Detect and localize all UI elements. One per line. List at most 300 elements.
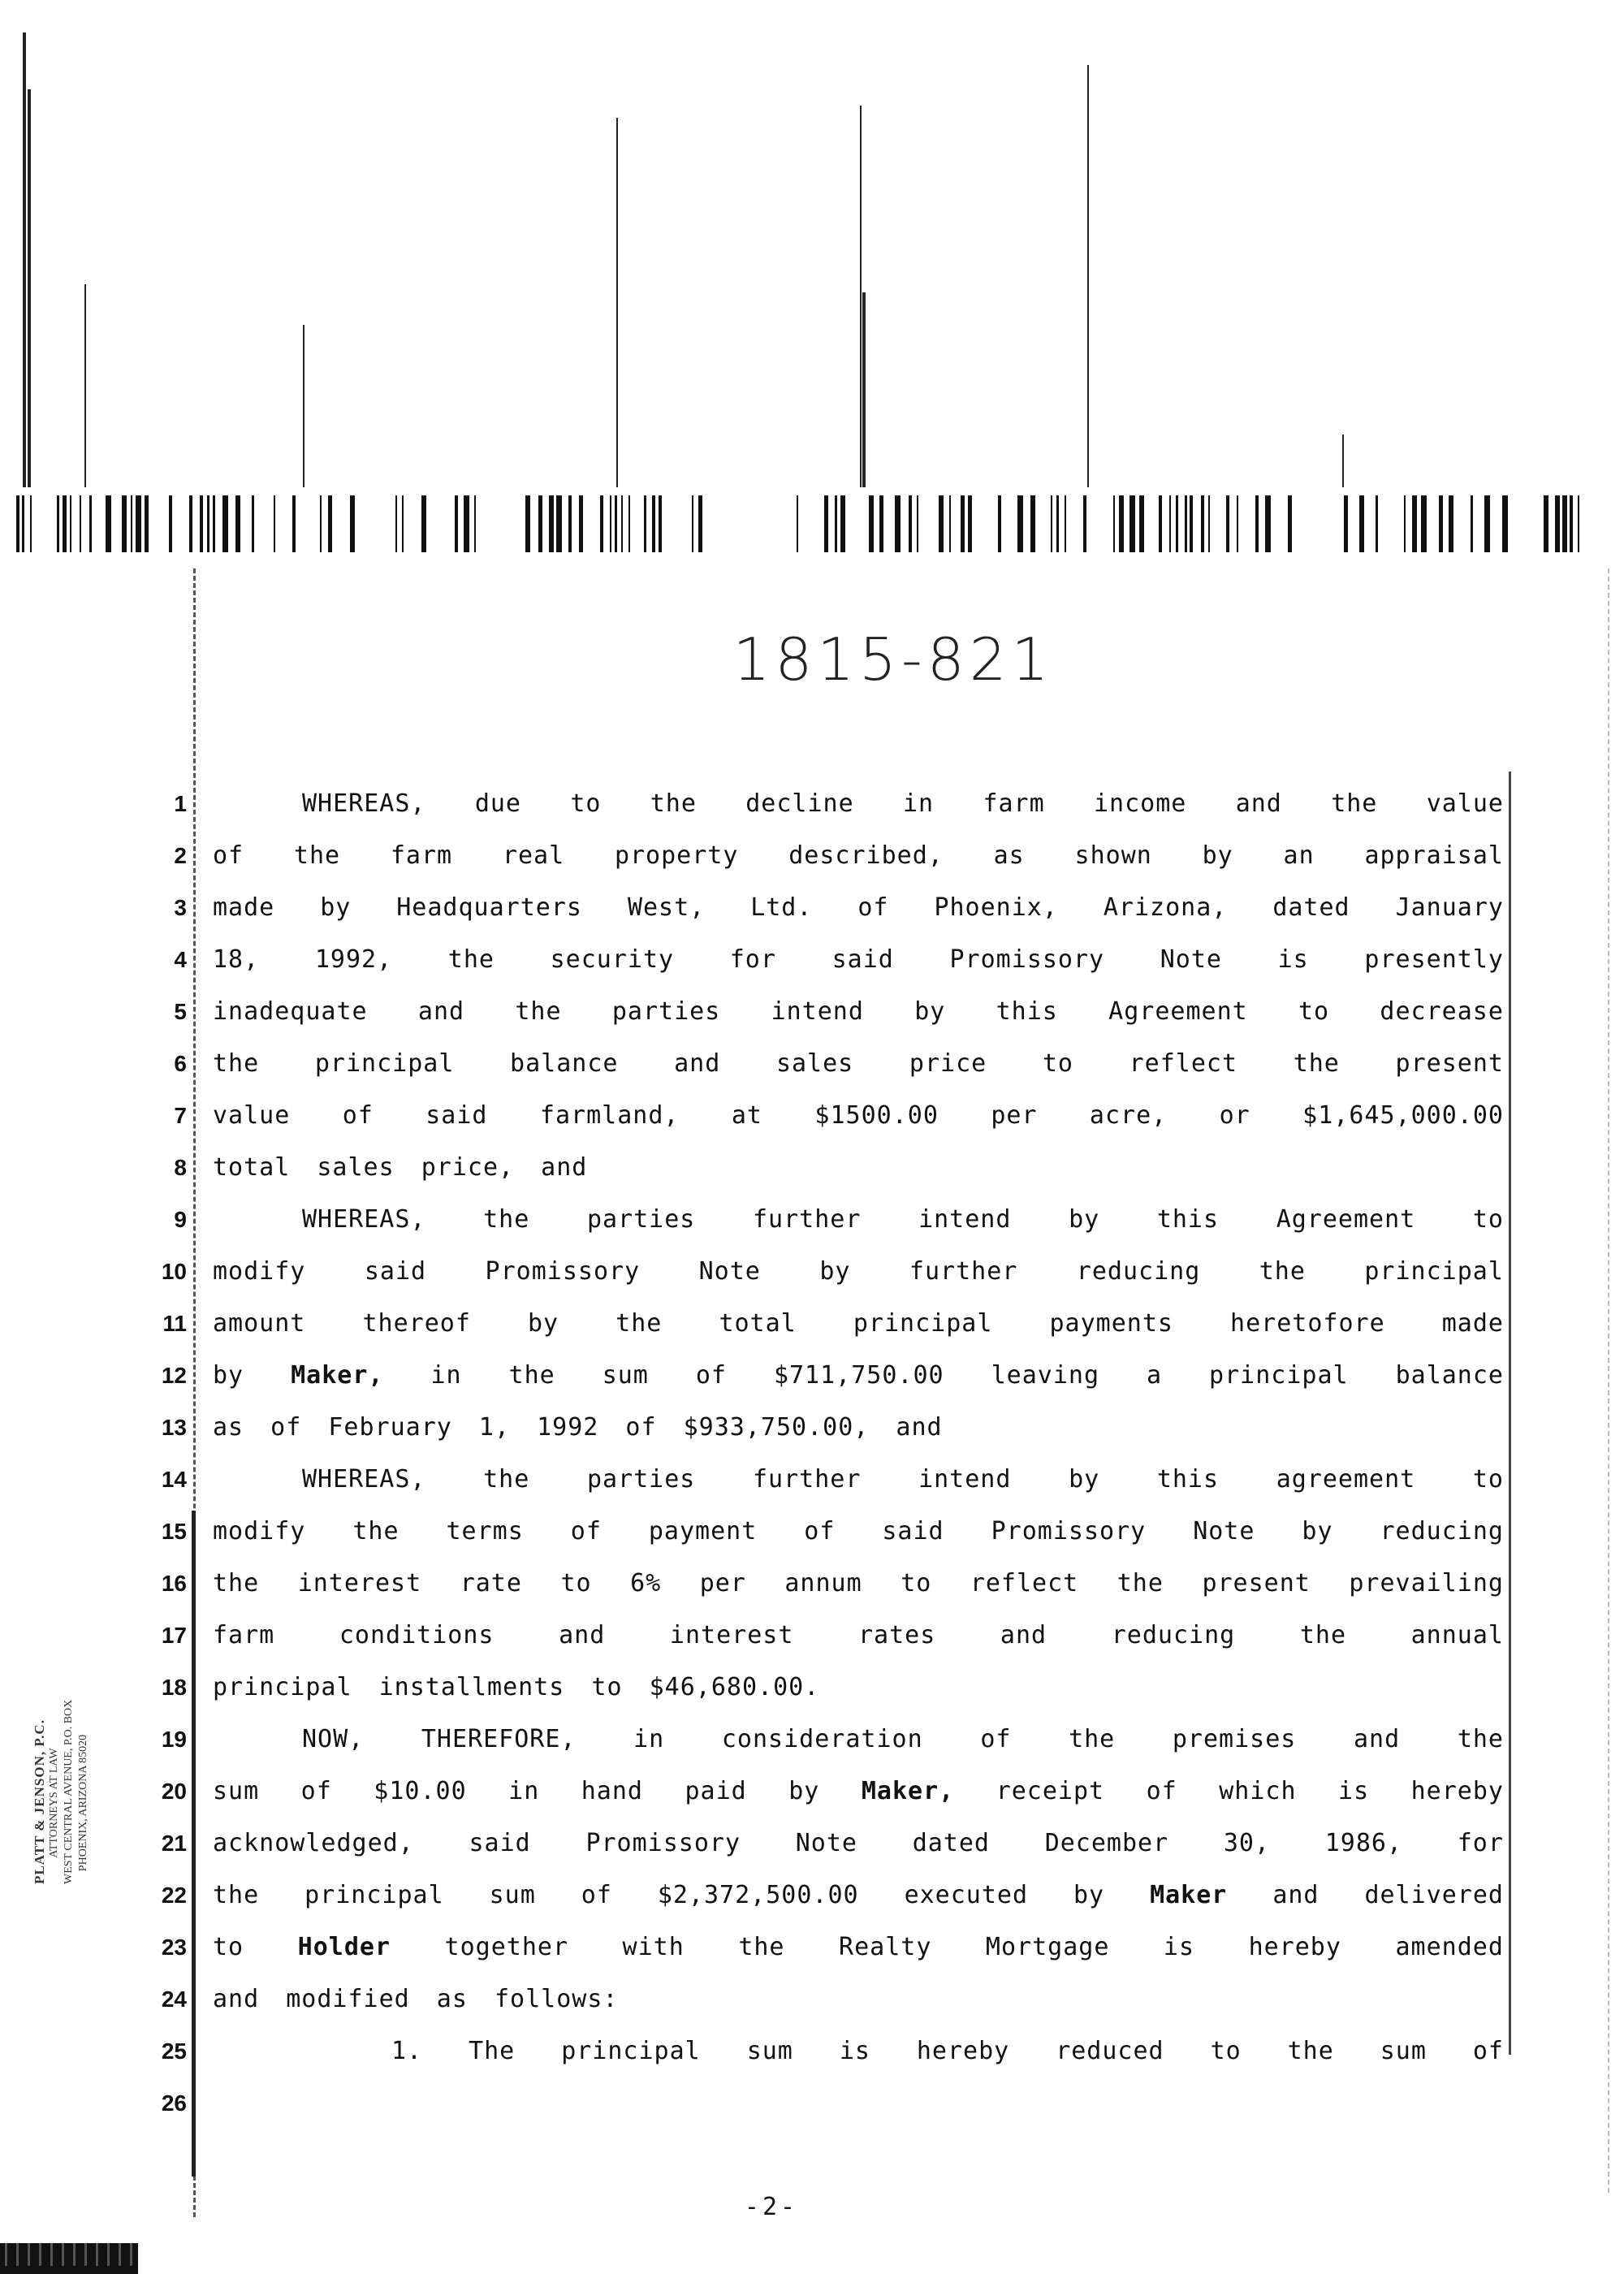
- word: sum: [1380, 2037, 1427, 2065]
- word: to: [1210, 2037, 1242, 2065]
- word: prevailing: [1349, 1569, 1504, 1597]
- law-firm-block: [32, 1699, 91, 1884]
- word: for: [1457, 1829, 1504, 1857]
- word: Maker,: [861, 1777, 955, 1805]
- word: value: [1426, 789, 1504, 818]
- word: principal: [561, 2037, 701, 2065]
- word: leaving: [991, 1361, 1100, 1390]
- word: to: [570, 789, 602, 818]
- firm-line-2: WEST CENTRAL AVENUE, P.O. BOX: [63, 1699, 75, 1884]
- barcode-bar: [131, 495, 132, 552]
- line-number: 1: [174, 791, 187, 816]
- word: and: [1272, 1881, 1320, 1909]
- word: principal: [304, 1881, 444, 1909]
- text-line: [213, 1922, 1504, 1974]
- word: Promissory: [949, 945, 1105, 974]
- word: the: [650, 789, 697, 818]
- word: made: [213, 893, 275, 922]
- barcode-bar: [63, 495, 67, 552]
- barcode-bar: [106, 495, 111, 552]
- word: decline: [745, 789, 854, 818]
- word: Ltd.: [750, 893, 813, 922]
- firm-line-3: PHOENIX, ARIZONA 85020: [77, 1734, 89, 1872]
- word: payments: [1049, 1309, 1173, 1338]
- left-margin-rule-solid: [192, 1511, 196, 2177]
- barcode-bar: [235, 495, 240, 552]
- word: to: [560, 1569, 592, 1597]
- word: acre,: [1089, 1101, 1168, 1130]
- word: presently: [1364, 945, 1504, 974]
- word: further: [909, 1257, 1018, 1286]
- word: Note: [1160, 945, 1222, 974]
- barcode-bar: [200, 495, 203, 552]
- word: Holder: [297, 1933, 391, 1961]
- line-number: 21: [161, 1831, 187, 1856]
- word: hereby: [1248, 1933, 1341, 1961]
- word: which: [1219, 1777, 1297, 1805]
- line-number: 7: [174, 1103, 187, 1128]
- word: modify: [213, 1257, 306, 1286]
- word: consideration: [721, 1725, 923, 1753]
- word: West,: [627, 893, 706, 922]
- barcode-bar: [464, 495, 469, 552]
- barcode-bar: [1471, 495, 1473, 552]
- word: and: [1000, 1621, 1047, 1649]
- word: reflect: [1129, 1049, 1238, 1078]
- line-number: 13: [161, 1415, 187, 1440]
- barcode-bar: [57, 495, 59, 552]
- word: and: [1354, 1725, 1401, 1753]
- text-line: [213, 2025, 1504, 2077]
- word: hereby: [916, 2037, 1010, 2065]
- word: Maker,: [291, 1361, 384, 1390]
- word: to: [1472, 1465, 1504, 1494]
- page-number: -2-: [744, 2193, 799, 2221]
- word: a: [1147, 1361, 1163, 1390]
- word: WHEREAS,: [302, 1465, 426, 1494]
- barcode-bar: [1265, 495, 1271, 552]
- barcode-bar: [1185, 495, 1187, 552]
- word: parties: [611, 997, 721, 1026]
- record-number: 1815-821: [732, 625, 1054, 694]
- barcode-bar: [895, 495, 901, 552]
- word: security: [550, 945, 675, 974]
- barcode-bar: [939, 495, 944, 552]
- word: payment: [648, 1517, 758, 1546]
- line-number: 9: [174, 1207, 187, 1232]
- word: Note: [1193, 1517, 1255, 1546]
- word: the: [1299, 1621, 1347, 1649]
- barcode-bar: [628, 495, 630, 552]
- barcode-bar: [1439, 495, 1443, 552]
- barcode-bar: [1562, 495, 1567, 552]
- word: farm: [390, 841, 453, 870]
- barcode-bar: [1176, 495, 1178, 552]
- barcode-bar: [136, 495, 141, 552]
- barcode-bar: [274, 495, 275, 552]
- text-line: [213, 778, 1504, 830]
- word: WHEREAS,: [302, 1205, 426, 1234]
- text-line: [213, 1558, 1504, 1610]
- barcode-bar: [1404, 495, 1406, 552]
- barcode-bar: [1190, 495, 1193, 552]
- line-number: 26: [161, 2090, 187, 2116]
- barcode-bar: [70, 495, 71, 552]
- word: annum: [784, 1569, 862, 1597]
- word: total: [719, 1309, 797, 1338]
- word: by: [1069, 1205, 1100, 1234]
- barcode-bar: [169, 495, 172, 552]
- word: due: [474, 789, 521, 818]
- barcode-bar: [1578, 495, 1579, 552]
- barcode-bar: [949, 495, 951, 552]
- word: said: [469, 1829, 531, 1857]
- barcode-bar: [213, 495, 215, 552]
- word: paid: [685, 1777, 747, 1805]
- word: the: [213, 1881, 260, 1909]
- text-line: [213, 1142, 1504, 1194]
- word: Headquarters: [396, 893, 582, 922]
- word: farm: [983, 789, 1045, 818]
- word: principal: [1364, 1257, 1504, 1286]
- word: principal: [853, 1309, 993, 1338]
- word: as of February 1, 1992 of $933,750.00, and: [213, 1413, 943, 1442]
- word: shown: [1074, 841, 1152, 870]
- line-number-column: [138, 778, 187, 2129]
- word: Promissory: [485, 1257, 641, 1286]
- word: for: [729, 945, 776, 974]
- line-number: 14: [161, 1467, 187, 1492]
- word: the: [1287, 2037, 1334, 2065]
- barcode-bar: [1412, 495, 1417, 552]
- word: together: [444, 1933, 569, 1961]
- barcode-bar: [1159, 495, 1162, 552]
- barcode-bar: [1129, 495, 1135, 552]
- barcode-bar: [824, 495, 828, 552]
- word: said: [425, 1101, 488, 1130]
- barcode-bar: [549, 495, 554, 552]
- word: reduced: [1056, 2037, 1164, 2065]
- firm-name: PLATT & JENSON, P.C.: [32, 1719, 47, 1884]
- barcode-bar: [22, 495, 24, 552]
- word: appraisal: [1364, 841, 1504, 870]
- word: Maker: [1150, 1881, 1228, 1909]
- word: decrease: [1380, 997, 1504, 1026]
- barcode-bar: [1255, 495, 1259, 552]
- barcode-bar: [1051, 495, 1052, 552]
- text-line: [213, 1870, 1504, 1922]
- line-number: 23: [161, 1935, 187, 1960]
- word: by: [320, 893, 352, 922]
- word: Realty: [839, 1933, 932, 1961]
- barcode-bar: [1449, 495, 1453, 552]
- barcode-bar: [1119, 495, 1124, 552]
- outer-margin-rule: [1608, 568, 1609, 2193]
- word: further: [753, 1465, 862, 1494]
- barcode-bar: [1344, 495, 1348, 552]
- word: $711,750.00: [773, 1361, 944, 1390]
- word: of: [857, 893, 889, 922]
- word: rate: [460, 1569, 522, 1597]
- word: Phoenix,: [934, 893, 1058, 922]
- barcode-bar: [455, 495, 458, 552]
- word: reflect: [970, 1569, 1079, 1597]
- word: by: [788, 1777, 820, 1805]
- word: the: [1331, 789, 1378, 818]
- word: acknowledged,: [213, 1829, 414, 1857]
- barcode-bar: [1169, 495, 1171, 552]
- barcode-bar: [1226, 495, 1229, 552]
- barcode-bar: [1359, 495, 1364, 552]
- word: of: [695, 1361, 727, 1390]
- word: intend: [918, 1205, 1012, 1234]
- word: is: [1277, 945, 1309, 974]
- barcode-bar: [1030, 495, 1035, 552]
- barcode-bar: [538, 495, 542, 552]
- word: January: [1395, 893, 1504, 922]
- word: the: [738, 1933, 785, 1961]
- barcode-bar: [1376, 495, 1378, 552]
- word: sum: [213, 1777, 260, 1805]
- text-line: [213, 2077, 1504, 2129]
- line-number: 4: [174, 947, 187, 972]
- word: rates: [858, 1621, 936, 1649]
- word: the: [508, 1361, 555, 1390]
- word: WHEREAS,: [302, 789, 426, 818]
- word: is: [1163, 1933, 1195, 1961]
- word: the: [1457, 1725, 1504, 1753]
- line-number: 6: [174, 1051, 187, 1076]
- barcode-bar: [621, 495, 623, 552]
- text-line: [213, 1974, 1504, 2025]
- barcode-bar: [917, 495, 918, 552]
- word: intend: [771, 997, 864, 1026]
- barcode-bar: [1065, 495, 1066, 552]
- barcode-bar: [568, 495, 572, 552]
- word: $10.00: [374, 1777, 467, 1805]
- word: real: [502, 841, 565, 870]
- word: of: [570, 1517, 602, 1546]
- word: said: [882, 1517, 944, 1546]
- word: the: [1259, 1257, 1306, 1286]
- word: in: [633, 1725, 665, 1753]
- line-number: 18: [161, 1675, 187, 1700]
- barcode-bar: [1421, 495, 1427, 552]
- word: dated: [912, 1829, 990, 1857]
- scan-artifact: [0, 2243, 138, 2266]
- word: sum: [602, 1361, 649, 1390]
- word: The: [469, 2037, 516, 2065]
- barcode-bar: [1288, 495, 1292, 552]
- barcode-bar: [525, 495, 530, 552]
- word: conditions: [339, 1621, 495, 1649]
- word: of: [581, 1881, 612, 1909]
- word: total sales price, and: [213, 1153, 588, 1182]
- word: hand: [581, 1777, 643, 1805]
- line-number: 15: [161, 1519, 187, 1544]
- firm-line-1: ATTORNEYS AT LAW: [48, 1748, 60, 1858]
- word: $1,645,000.00: [1302, 1101, 1504, 1130]
- barcode-bar: [1113, 495, 1115, 552]
- word: sum: [746, 2037, 793, 2065]
- word: thereof: [362, 1309, 471, 1338]
- barcode-bar: [659, 495, 662, 552]
- barcode-bar: [189, 495, 192, 552]
- barcode-bar: [909, 495, 912, 552]
- word: 6%: [630, 1569, 662, 1597]
- barcode-bar: [252, 495, 254, 552]
- word: in: [430, 1361, 462, 1390]
- barcode-bar: [600, 495, 603, 552]
- text-line: [213, 1454, 1504, 1506]
- word: executed: [904, 1881, 1029, 1909]
- line-number: 25: [161, 2038, 187, 2064]
- word: the: [1116, 1569, 1164, 1597]
- word: parties: [586, 1465, 696, 1494]
- word: sales: [775, 1049, 854, 1078]
- barcode-bar: [961, 495, 965, 552]
- word: as: [993, 841, 1025, 870]
- word: Promissory: [991, 1517, 1147, 1546]
- word: and: [417, 997, 465, 1026]
- text-line: [213, 1610, 1504, 1662]
- barcode-bar: [879, 495, 883, 552]
- barcode-bar: [1208, 495, 1210, 552]
- word: of: [1472, 2037, 1504, 2065]
- word: property: [614, 841, 739, 870]
- barcode-bar: [610, 495, 611, 552]
- line-number: 11: [162, 1311, 187, 1336]
- line-number: 24: [161, 1987, 187, 2012]
- word: and: [559, 1621, 606, 1649]
- text-line: [213, 1194, 1504, 1246]
- word: Mortgage: [985, 1933, 1110, 1961]
- word: income: [1094, 789, 1187, 818]
- word: dated: [1272, 893, 1350, 922]
- word: of: [213, 841, 244, 870]
- barcode-bar: [835, 495, 837, 552]
- scan-artifact-base: [0, 2266, 138, 2274]
- word: interest: [297, 1569, 422, 1597]
- word: intend: [918, 1465, 1012, 1494]
- line-number: 5: [174, 999, 187, 1024]
- word: terms: [446, 1517, 524, 1546]
- barcode-bar: [1083, 495, 1086, 552]
- line-number: 17: [161, 1623, 187, 1648]
- word: the: [483, 1465, 530, 1494]
- word: farmland,: [539, 1101, 680, 1130]
- word: 1992,: [314, 945, 393, 974]
- right-margin-rule: [1509, 772, 1511, 2055]
- word: parties: [586, 1205, 696, 1234]
- word: by: [819, 1257, 851, 1286]
- barcode-bar: [692, 495, 693, 552]
- word: present: [1202, 1569, 1311, 1597]
- word: inadequate: [213, 997, 368, 1026]
- word: principal: [1209, 1361, 1349, 1390]
- word: principal: [314, 1049, 455, 1078]
- word: the: [213, 1049, 260, 1078]
- line-number: 16: [161, 1571, 187, 1596]
- word: by: [914, 997, 946, 1026]
- barcode-bar: [840, 495, 845, 552]
- word: per: [699, 1569, 746, 1597]
- text-line: [213, 934, 1504, 986]
- word: in: [903, 789, 935, 818]
- word: by: [1073, 1881, 1105, 1909]
- word: heretofore: [1230, 1309, 1385, 1338]
- text-line: [213, 1662, 1504, 1714]
- word: of: [1146, 1777, 1177, 1805]
- word: amended: [1395, 1933, 1504, 1961]
- word: sum: [489, 1881, 536, 1909]
- barcode-bar: [89, 495, 92, 552]
- word: receipt: [996, 1777, 1105, 1805]
- text-line: [213, 1766, 1504, 1818]
- word: the: [447, 945, 495, 974]
- word: by: [1069, 1465, 1100, 1494]
- word: the: [1069, 1725, 1116, 1753]
- word: this: [996, 997, 1058, 1026]
- barcode-bar: [615, 495, 617, 552]
- barcode-bar: [402, 495, 404, 552]
- line-number: 3: [174, 895, 187, 920]
- word: principal installments to $46,680.00.: [213, 1673, 820, 1701]
- barcode-bar: [145, 495, 149, 552]
- barcode-bar: [1570, 495, 1573, 552]
- word: 18,: [213, 945, 260, 974]
- word: 1986,: [1324, 1829, 1403, 1857]
- text-line: [213, 1246, 1504, 1298]
- text-line: [213, 1506, 1504, 1558]
- word: Agreement: [1108, 997, 1248, 1026]
- barcode-bar: [320, 495, 322, 552]
- word: the: [213, 1569, 260, 1597]
- word: the: [515, 997, 562, 1026]
- text-line: [213, 1298, 1504, 1350]
- barcode-bar: [328, 495, 332, 552]
- barcode-bar: [395, 495, 397, 552]
- word: balance: [510, 1049, 619, 1078]
- barcode-bar: [207, 495, 209, 552]
- barcode-bar: [16, 495, 19, 552]
- barcode-bar: [579, 495, 583, 552]
- word: an: [1283, 841, 1315, 870]
- word: the: [615, 1309, 663, 1338]
- barcode-bar: [1484, 495, 1490, 552]
- word: of: [300, 1777, 332, 1805]
- barcode-bar: [1017, 495, 1023, 552]
- word: December: [1044, 1829, 1169, 1857]
- word: 1.: [391, 2037, 423, 2065]
- text-line: [213, 1090, 1504, 1142]
- barcode-bar: [556, 495, 562, 552]
- recording-barcode: [0, 0, 1624, 568]
- barcode-bar: [1502, 495, 1508, 552]
- word: per: [991, 1101, 1038, 1130]
- document-body: [213, 778, 1504, 2129]
- barcode-bar: [652, 495, 655, 552]
- word: said: [364, 1257, 427, 1286]
- word: Arizona,: [1103, 893, 1228, 922]
- word: the: [483, 1205, 530, 1234]
- word: is: [1338, 1777, 1370, 1805]
- word: value: [213, 1101, 291, 1130]
- word: agreement: [1276, 1465, 1416, 1494]
- text-line: [213, 1350, 1504, 1402]
- word: Note: [698, 1257, 761, 1286]
- word: hereby: [1410, 1777, 1504, 1805]
